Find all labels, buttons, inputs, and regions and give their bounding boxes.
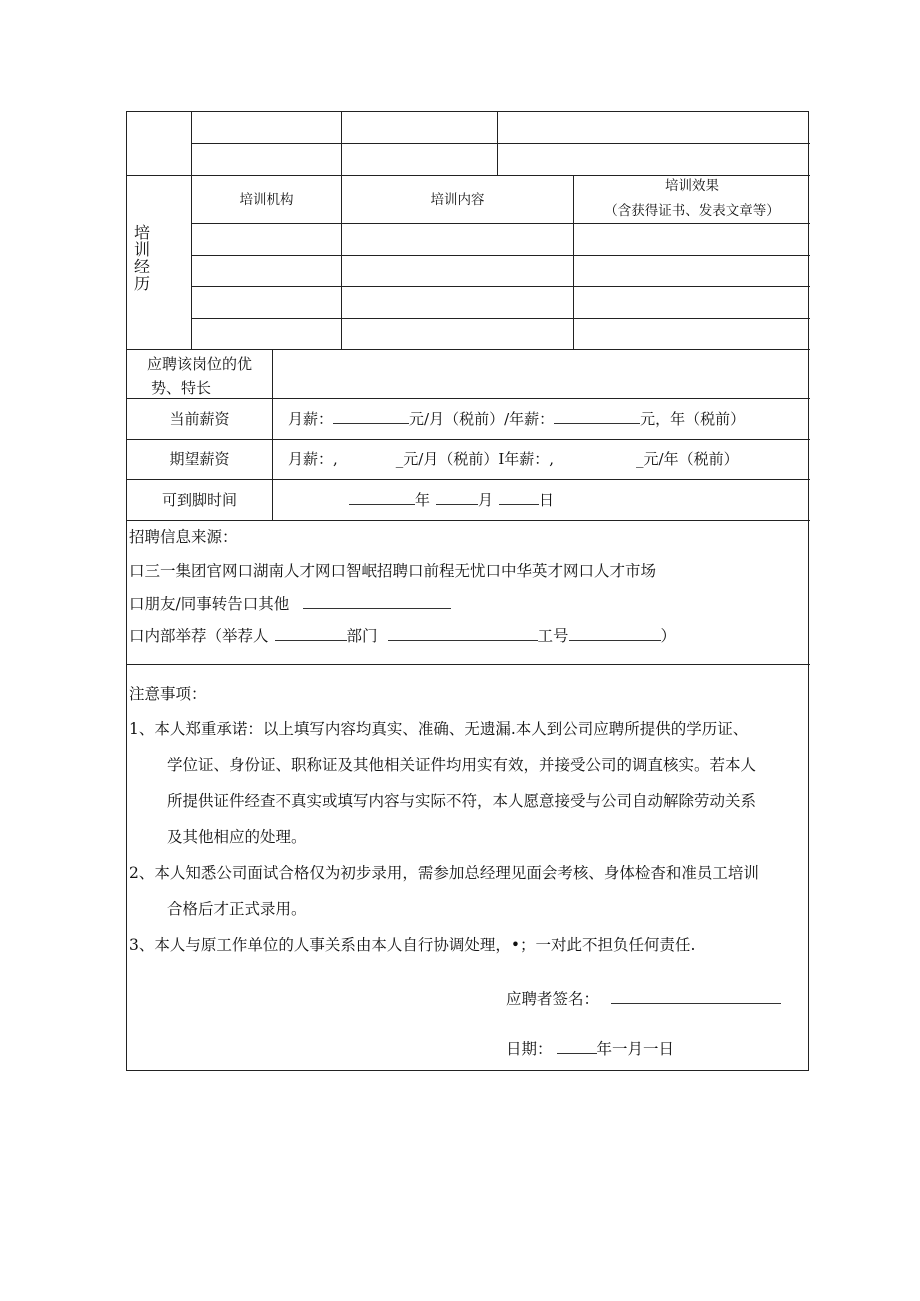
- header-training-effect: 培训效果: [665, 178, 719, 194]
- expected-salary-field[interactable]: [288, 449, 739, 469]
- note-1-line1: 1、本人郑重承诺：以上填写内容均真实、准确、无遗漏.本人到公司应聘所提供的学历证、: [129, 720, 749, 738]
- internal-referral-option[interactable]: 口内部举荐（举荐人: [129, 627, 269, 645]
- date-rest: 年一月一日: [596, 1040, 675, 1058]
- day-blank[interactable]: [499, 490, 539, 505]
- grid-line: [127, 479, 810, 480]
- blank-cell[interactable]: [192, 144, 341, 175]
- notes-title: 注意事项：: [129, 685, 207, 703]
- current-monthly-prefix: 月薪：: [288, 410, 334, 428]
- training-row[interactable]: [192, 256, 810, 286]
- expected-monthly-prefix: 月薪：,: [288, 450, 338, 468]
- training-row[interactable]: [192, 319, 810, 349]
- signature-label: 应聘者签名：: [506, 990, 600, 1008]
- blank-cell[interactable]: [192, 112, 341, 143]
- source-options-line2[interactable]: [129, 594, 451, 614]
- current-salary-field[interactable]: [288, 409, 745, 429]
- available-date-field[interactable]: [349, 490, 554, 510]
- blank-cell[interactable]: [498, 112, 809, 143]
- month-label: 月: [478, 491, 494, 509]
- current-monthly-suffix: 元/月（税前）/年薪：: [409, 410, 555, 428]
- note-1-line3: 所提供证件经查不真实或填写内容与实际不符，本人愿意接受与公司自动解除劳动关系: [167, 792, 757, 810]
- date-line[interactable]: [506, 1039, 674, 1059]
- year-blank[interactable]: [349, 490, 415, 505]
- grid-line: [127, 439, 810, 440]
- date-label: 日期：: [506, 1040, 553, 1058]
- blank-cell[interactable]: [498, 144, 809, 175]
- source-title: 招聘信息来源：: [129, 528, 238, 546]
- department-blank[interactable]: [388, 626, 538, 641]
- header-training-effect-note: （含获得证书、发表文章等）: [604, 203, 780, 219]
- available-date-label: 可到脚时间: [161, 491, 237, 509]
- training-row[interactable]: [192, 224, 810, 255]
- application-form: [126, 111, 809, 1071]
- year-label: 年: [415, 491, 431, 509]
- grid-line: [127, 520, 810, 521]
- employee-id-label: 工号: [537, 627, 569, 645]
- blank-cell[interactable]: [342, 112, 497, 143]
- current-monthly-blank[interactable]: [333, 409, 409, 424]
- current-yearly-suffix: 元，年（税前）: [640, 410, 746, 428]
- expected-yearly-prefix: I年薪：,: [498, 450, 555, 468]
- source-options-line1[interactable]: 口三一集团官网口湖南人才网口智岷招聘口前程无忧口中华英才网口人才市场: [129, 562, 657, 580]
- strengths-label-cont: 势、特长: [151, 379, 212, 397]
- note-1-line4: 及其他相应的处理。: [167, 828, 307, 846]
- grid-line: [127, 664, 810, 665]
- training-row[interactable]: [192, 287, 810, 318]
- note-3: 3、本人与原工作单位的人事关系由本人自行协调处理，•；一对此不担负任何责任.: [129, 936, 696, 954]
- note-2-line2: 合格后才正式录用。: [167, 900, 307, 918]
- other-source-blank[interactable]: [303, 594, 451, 609]
- month-blank[interactable]: [436, 490, 478, 505]
- header-training-content: 培训内容: [430, 192, 485, 208]
- expected-yearly-suffix: _元/年（税前）: [636, 450, 739, 468]
- friend-other-option[interactable]: 口朋友/同事转告口其他: [129, 595, 290, 613]
- department-label: 部门: [346, 627, 378, 645]
- referrer-blank[interactable]: [275, 626, 347, 641]
- date-year-blank[interactable]: [557, 1039, 597, 1054]
- blank-cell[interactable]: [342, 144, 497, 175]
- note-1-line2: 学位证、身份证、职称证及其他相关证件均用实有效，并接受公司的调直核实。若本人: [167, 756, 757, 774]
- header-training-org: 培训机构: [239, 192, 294, 208]
- signature-line[interactable]: [506, 989, 781, 1009]
- internal-referral-line[interactable]: [129, 626, 676, 646]
- expected-salary-label: 期望薪资: [169, 450, 230, 468]
- strengths-field[interactable]: [273, 350, 809, 398]
- current-yearly-blank[interactable]: [554, 409, 640, 424]
- referral-close: ）: [660, 627, 677, 645]
- strengths-label: 应聘该岗位的优: [146, 355, 252, 373]
- expected-monthly-suffix: _元/月（税前）: [395, 450, 499, 468]
- current-salary-label: 当前薪资: [169, 410, 230, 428]
- employee-id-blank[interactable]: [569, 626, 661, 641]
- signature-blank[interactable]: [611, 989, 781, 1004]
- training-section-label: 培训经历: [133, 223, 150, 293]
- day-label: 日: [539, 491, 555, 509]
- note-2-line1: 2、本人知悉公司面试合格仅为初步录用，需参加总经理见面会考核、身体检杳和准员工培训: [129, 864, 759, 882]
- grid-line: [127, 398, 810, 399]
